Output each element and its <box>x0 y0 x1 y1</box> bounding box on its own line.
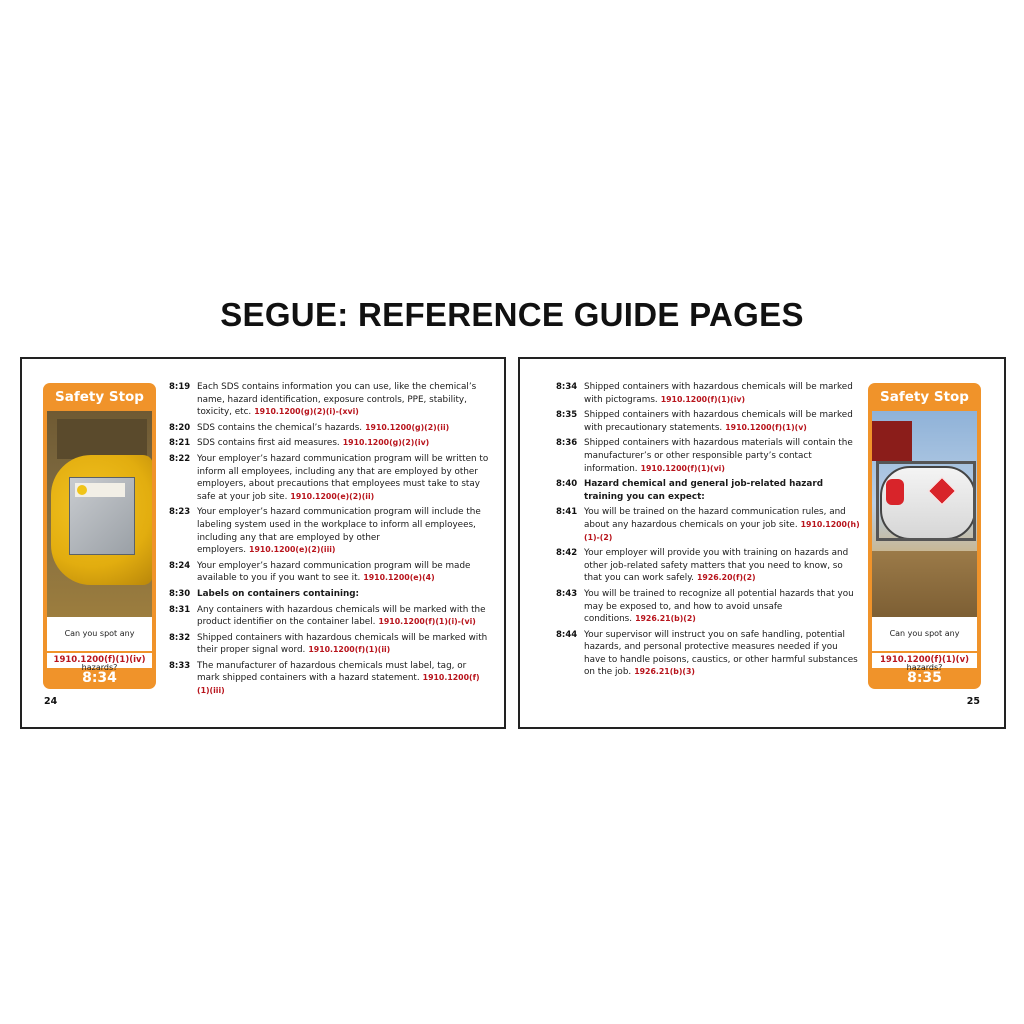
entry-body: Shipped containers with hazardous chemicals will be marked with precautionary statements. <box>584 410 853 433</box>
entry-row <box>169 588 489 601</box>
entry-code: 8:32 <box>169 632 191 643</box>
safety-stop-title: Safety Stop <box>880 389 969 405</box>
safety-stop-title: Safety Stop <box>55 389 144 405</box>
entry-body: Any containers with hazardous chemicals will be marked with the product identifier on the container label. <box>197 604 486 628</box>
entry-code: 8:40 <box>556 479 578 490</box>
entry-text <box>197 453 489 503</box>
page-title: SEGUE: REFERENCE GUIDE PAGES <box>220 296 804 333</box>
entry-body: Your employer will provide you with training on hazards and other job-related safety matters that you need to know, so that you can work safely. <box>584 548 849 584</box>
regulation-ref: 1910.1200(e)(2)(ii) <box>290 491 375 501</box>
entry-code: 8:30 <box>169 588 191 599</box>
entry-row <box>169 506 489 556</box>
regulation-ref: 1910.1200(f)(1)(i)-(vi) <box>378 617 476 627</box>
entry-row <box>556 409 862 434</box>
entry-text <box>197 660 489 698</box>
safety-stop-card <box>868 383 981 689</box>
entry-row <box>169 660 489 698</box>
entry-row <box>169 560 489 585</box>
entry-text <box>584 506 862 544</box>
entry-text <box>584 381 862 406</box>
entry-code: 8:41 <box>556 507 578 518</box>
entry-body: Shipped containers with hazardous chemicals will be marked with their proper signal word. <box>197 632 488 656</box>
entry-text <box>197 588 489 601</box>
entry-body: The manufacturer of hazardous chemicals must label, tag, or mark shipped containers with a hazard statement. <box>197 660 467 684</box>
regulation-ref: 1910.1200(f)(1)(iii) <box>197 673 480 696</box>
entry-row <box>169 422 489 435</box>
entry-text <box>584 437 862 475</box>
entry-code: 8:24 <box>169 560 191 571</box>
entry-text <box>197 506 489 556</box>
entry-body: Shipped containers with hazardous chemicals will be marked with pictograms. <box>584 382 853 405</box>
entry-code: 8:44 <box>556 629 578 640</box>
page-number: 24 <box>44 696 58 707</box>
entry-row <box>556 381 862 406</box>
regulation-ref: 1926.21(b)(3) <box>634 667 695 677</box>
entry-text <box>584 409 862 434</box>
regulation-ref: 1910.1200(f)(1)(iv) <box>660 394 746 404</box>
entry-code: 8:35 <box>556 410 578 421</box>
regulation-ref: 1910.1200(f)(1)(vi) <box>640 463 725 473</box>
entry-body: Each SDS contains information you can use, like the chemical’s name, hazard identification, exposure controls, PPE, stability, toxicity, etc. <box>197 382 477 418</box>
entry-text <box>197 437 489 450</box>
page-number: 25 <box>966 696 980 707</box>
entry-code: 8:20 <box>169 422 191 433</box>
tank-container-photo <box>872 411 977 617</box>
entry-body: SDS contains first aid measures. <box>197 438 340 449</box>
entry-row <box>556 478 862 503</box>
entry-row <box>169 604 489 629</box>
entry-text <box>197 422 489 435</box>
entry-text <box>584 547 862 585</box>
entry-body: Shipped containers with hazardous materials will contain the manufacturer’s or other responsible party’s contact information. <box>584 438 853 474</box>
entry-text <box>197 560 489 585</box>
entry-code: 8:22 <box>169 453 191 464</box>
shell-logo-icon <box>886 479 904 505</box>
entry-body: You will be trained to recognize all potential hazards that you may be exposed to, and how to avoid unsafe conditions. <box>584 588 854 625</box>
entry-text <box>584 478 862 503</box>
entry-body: You will be trained on the hazard communication rules, and about any hazardous chemicals on your job site. <box>584 507 846 530</box>
entry-row <box>556 437 862 475</box>
regulation-ref: 1910.1200(g)(2)(iv) <box>342 438 430 448</box>
regulation-ref: 1910.1200(f)(1)(ii) <box>308 645 391 655</box>
entry-text <box>197 632 489 657</box>
entry-code: 8:33 <box>169 660 191 671</box>
regulation-ref: 1910.1200(h)(1)-(2) <box>584 519 860 542</box>
entry-body: Hazard chemical and general job-related hazard training you can expect: <box>584 479 823 502</box>
regulation-ref: 1926.20(f)(2) <box>696 573 756 583</box>
safety-stop-question: Can you spot any <box>872 617 977 651</box>
entry-text <box>197 381 489 419</box>
safety-stop-ref: 1910.1200(f)(1)(v) <box>872 653 977 668</box>
entry-list <box>556 381 862 682</box>
entry-text <box>584 629 862 679</box>
entry-body: Your employer’s hazard communication program will be made available to you if you want to see it. <box>197 560 471 584</box>
entry-row <box>556 506 862 544</box>
entry-code: 8:36 <box>556 438 578 449</box>
entry-row <box>556 629 862 679</box>
entry-body: Labels on containers containing: <box>197 588 360 599</box>
entry-list <box>169 381 489 701</box>
entry-body: Your employer’s hazard communication program will include the labeling system used in the workplace to inform all employees, including any that are employed by other employers. <box>197 507 481 556</box>
entry-code: 8:19 <box>169 382 191 392</box>
regulation-ref: 1910.1200(e)(4) <box>363 573 435 583</box>
regulation-ref: 1926.21(b)(2) <box>635 614 696 624</box>
regulation-ref: 1910.1200(g)(2)(i)-(xvi) <box>254 407 359 417</box>
entry-row <box>556 547 862 585</box>
entry-code: 8:34 <box>556 382 578 392</box>
entry-code: 8:43 <box>556 588 578 599</box>
entry-text <box>197 604 489 629</box>
safety-stop-ref: 1910.1200(f)(1)(iv) <box>47 653 152 668</box>
entry-row <box>169 632 489 657</box>
entry-row <box>169 453 489 503</box>
caution-plate-photo <box>47 411 152 617</box>
entry-row <box>169 381 489 419</box>
right-guide-page <box>518 357 1006 729</box>
entry-code: 8:42 <box>556 548 578 559</box>
entry-code: 8:21 <box>169 438 191 449</box>
safety-stop-question: Can you spot any <box>47 617 152 651</box>
entry-body: Your employer’s hazard communication program will be written to inform all employees, including any that are employed by other employers, about precautions that employees must take to stay safe at your job site. <box>197 453 489 502</box>
radiation-icon <box>77 485 87 495</box>
entry-body: SDS contains the chemical’s hazards. <box>197 422 363 433</box>
entry-code: 8:31 <box>169 604 191 615</box>
safety-stop-number: 8:35 <box>907 670 942 686</box>
regulation-ref: 1910.1200(g)(2)(ii) <box>365 422 450 432</box>
safety-stop-card <box>43 383 156 689</box>
left-guide-page <box>20 357 506 729</box>
entry-text <box>584 588 862 626</box>
entry-row <box>169 437 489 450</box>
regulation-ref: 1910.1200(e)(2)(iii) <box>249 545 336 555</box>
entry-body: Your supervisor will instruct you on safe handling, potential hazards, and personal protective measures needed if you have to handle poisons, caustics, or other harmful substances on the job. <box>584 629 858 678</box>
regulation-ref: 1910.1200(f)(1)(v) <box>725 422 807 432</box>
entry-row <box>556 588 862 626</box>
safety-stop-number: 8:34 <box>82 670 117 686</box>
entry-code: 8:23 <box>169 507 191 518</box>
